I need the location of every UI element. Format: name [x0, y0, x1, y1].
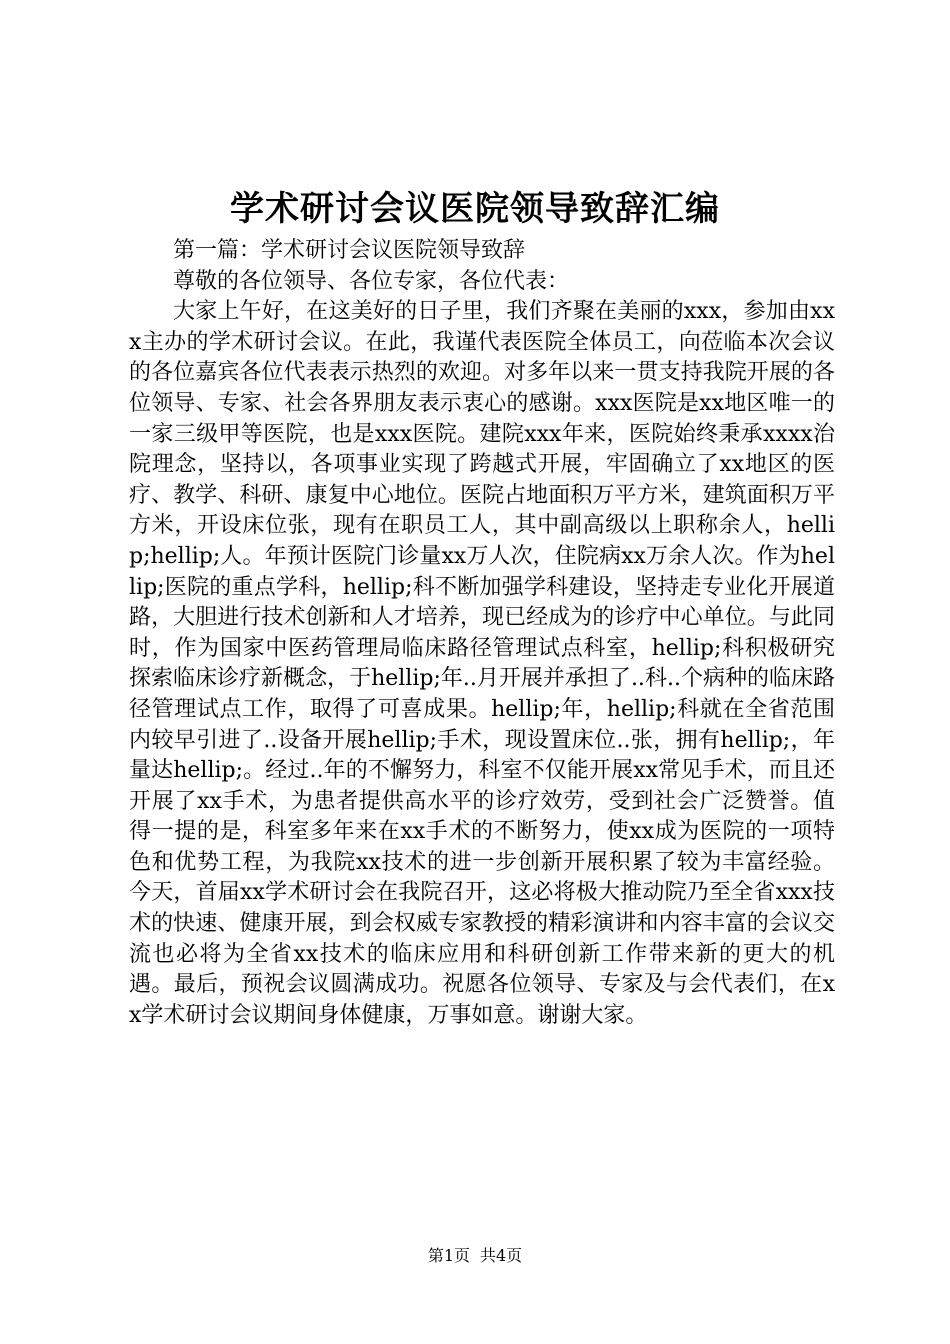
speech-paragraph: 大家上午好，在这美好的日子里，我们齐聚在美丽的xxx，参加由xxx主办的学术研讨会议。在此，我谨代表医院全体员工，向莅临本次会议的各位嘉宾各位代表表示热烈的欢迎。对多年以来一贯支持我院开展的各位领导、专家、社会各界朋友表示衷心的感谢。xxx医院是xx地区唯一的一家三级甲等医院，也是xxx医院。建院xxx年来，医院始终秉承xxxx治院理念，坚持以，各项事业实现了跨越式开展，牢固确立了xx地区的医疗、教学、科研、康复中心地位。医院占地面积万平方米，建筑面积万平方米，开设床位张，现有在职员工人，其中副高级以上职称余人，hellip;hellip;人。年预计医院门诊量xx万人次，住院病xx万余人次。作为hellip;医院的重点学科，hellip;科不断加强学科建设，坚持走专业化开展道路，大胆进行技术创新和人才培养，现已经成为的诊疗中心单位。与此同时，作为国家中医药管理局临床路径管理试点科室，hellip;科积极研究探索临床诊疗新概念，于hellip;年..月开展并承担了..科..个病种的临床路径管理试点工作，取得了可喜成果。hellip;年，hellip;科就在全省范围内较早引进了..设备开展hellip;手术，现设置床位..张，拥有hellip;，年量达hellip;。经过..年的不懈努力，科室不仅能开展xx常见手术，而且还开展了xx手术，为患者提供高水平的诊疗效劳，受到社会广泛赞誉。值得一提的是，科室多年来在xx手术的不断努力，使xx成为医院的一项特色和优势工程，为我院xx技术的进一步创新开展积累了较为丰富经验。今天，首届xx学术研讨会在我院召开，这必将极大推动院乃至全省xxx技术的快速、健康开展，到会权威专家教授的精彩演讲和内容丰富的会议交流也必将为全省xx技术的临床应用和科研创新工作带来新的更大的机遇。最后，预祝会议圆满成功。祝愿各位领导、专家及与会代表们，在xx学术研讨会议期间身体健康，万事如意。谢谢大家。: [129, 299, 835, 1028]
salutation: 尊敬的各位领导、各位专家，各位代表：: [173, 268, 570, 294]
page-number: 第1页: [427, 1246, 470, 1265]
section-heading: 第一篇：学术研讨会议医院领导致辞: [173, 238, 526, 263]
page-footer: [0, 1244, 950, 1268]
page-total: 共4页: [480, 1246, 523, 1265]
document-body: [129, 236, 835, 1031]
document-title: 学术研讨会议医院领导致辞汇编: [230, 189, 720, 229]
